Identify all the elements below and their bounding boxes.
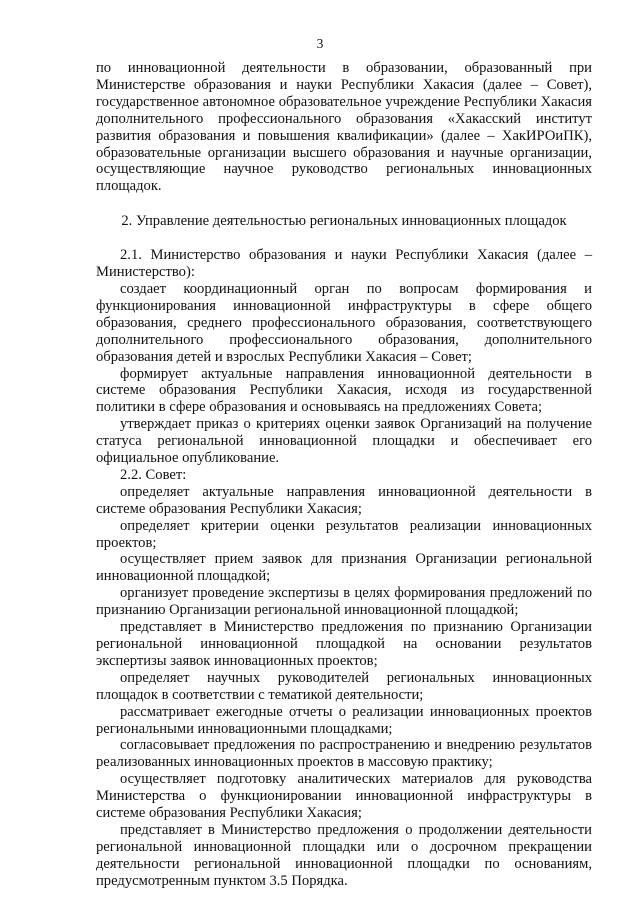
list-item: рассматривает ежегодные отчеты о реализации инновационных проектов региональными инновационными площадками; [96,703,592,737]
subsection-2-title: 2.2. Совет: [120,466,187,483]
list-item: осуществляет прием заявок для признания Организации региональной инновационной площадкой; [96,551,592,585]
list-item: утверждает приказ о критериях оценки заявок Организаций на получение статуса региональной инновационной площадки и обеспечивает его официальное опубликование. [96,416,592,467]
list-item: представляет в Министерство предложения по признанию Организации региональной инновационной площадкой на основании результатов экспертизы заявок инновационных проектов; [96,619,592,669]
list-item: осуществляет подготовку аналитических материалов для руководства Министерства о функционировании инновационной инфраструктуры в системе образования Республики Хакасия; [96,771,592,822]
list-item: согласовывает предложения по распространению и внедрению результатов реализованных инновационных проектов в массовую практику; [96,737,592,771]
list-item: определяет критерии оценки результатов реализации инновационных проектов; [96,517,592,551]
section-heading: 2. Управление деятельностью региональных инновационных площадок [121,213,567,230]
intro-paragraph: по инновационной деятельности в образовании, образованный при Министерстве образования и науки Республики Хакасия (далее – Совет), государственное автономное образовательное учреждение Республики Хакасия дополнительного профессионального образования «Хакасский институт развития образования и повышения квалификации» (далее – ХакИРОиПК), образовательные организации высшего образования и научные организации, осуществляющие научное руководство региональных инновационных площадок. [96,60,592,195]
list-item: определяет актуальные направления инновационной деятельности в системе образования Республики Хакасия; [96,483,592,517]
list-item: определяет научных руководителей региональных инновационных площадок в соответствии с тематикой деятельности; [96,669,592,703]
list-item: формирует актуальные направления инновационной деятельности в системе образования Республики Хакасия, исходя из государственной политики в сфере образования и основываясь на предложениях Совета; [96,365,592,416]
list-item: представляет в Министерство предложения о продолжении деятельности региональной инновационной площадки или о досрочном прекращении деятельности региональной инновационной площадки по основаниям, предусмотренным пунктом 3.5 Порядка. [96,821,592,889]
document-body [96,60,592,890]
subsection-1-title: 2.1. Министерство образования и науки Республики Хакасия (далее – Министерство): [96,247,592,281]
list-item: создает координационный орган по вопросам формирования и функционирования инновационной инфраструктуры в сфере общего образования, среднего профессионального образования, соответствующего дополнительного профессионального образования, дополнительного образования детей и взрослых Республики Хакасия – Совет; [96,280,592,365]
list-item: организует проведение экспертизы в целях формирования предложений по признанию Организации региональной инновационной площадкой; [96,585,592,619]
page-number: 3 [316,36,324,51]
